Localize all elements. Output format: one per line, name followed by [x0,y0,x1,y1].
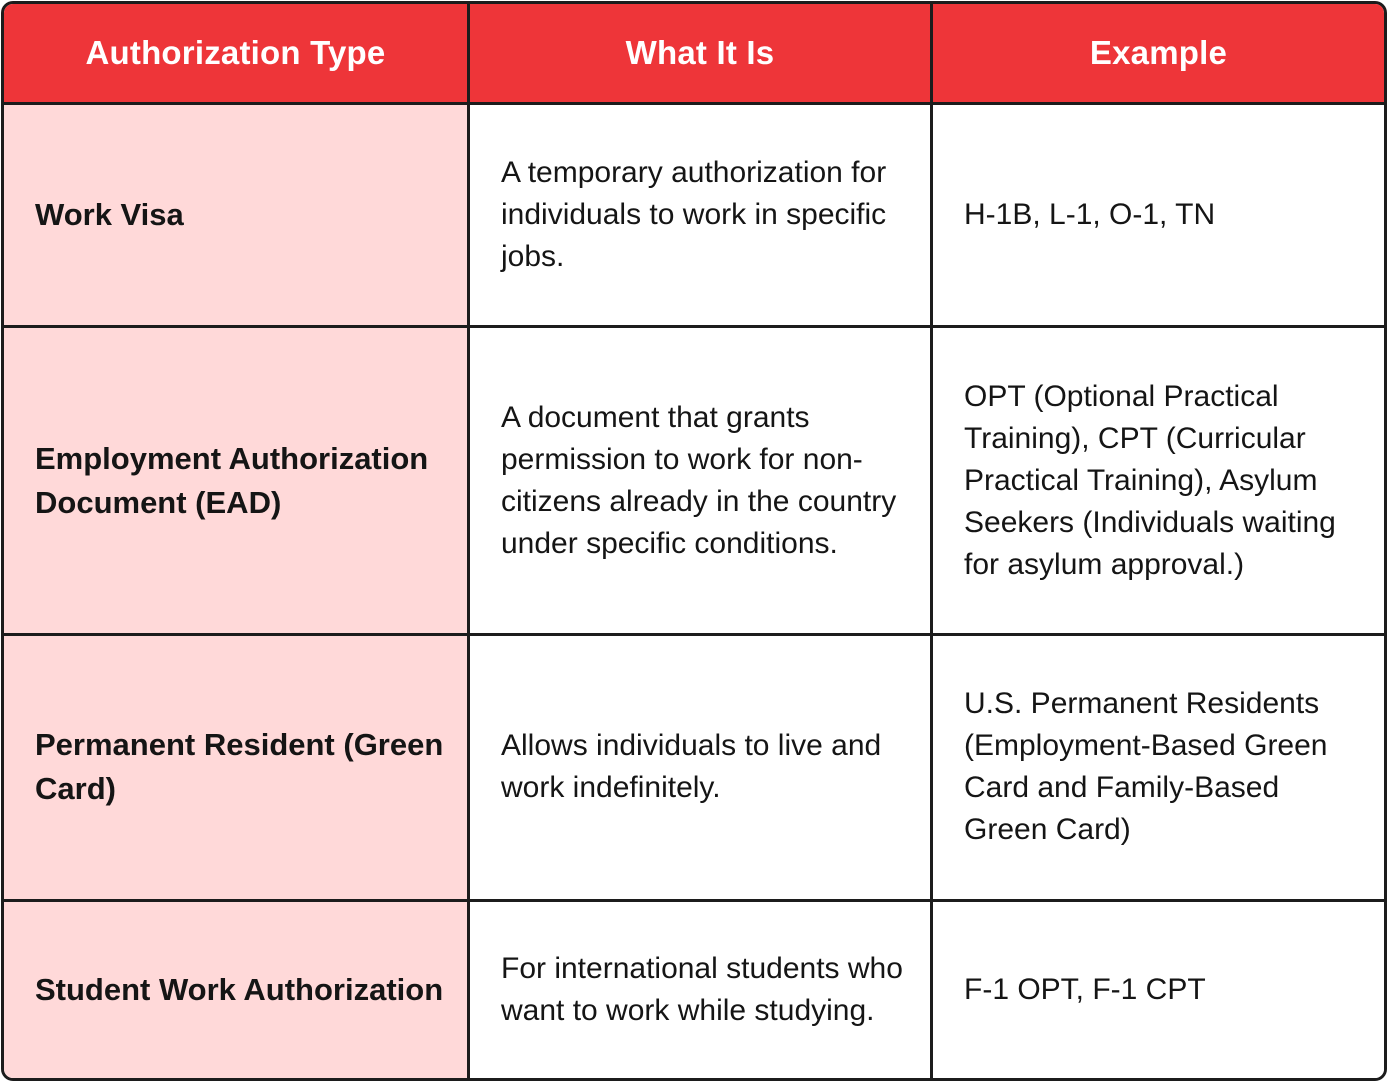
header-example: Example [930,4,1384,105]
cell-what-it-is: A document that grants permission to work for non-citizens already in the country under specific conditions. [467,328,930,636]
table-row [4,636,1384,902]
cell-what-it-is: Allows individuals to live and work indefinitely. [467,636,930,902]
table-row [4,328,1384,636]
cell-authorization-type: Employment Authorization Document (EAD) [4,328,467,636]
cell-what-it-is: For international students who want to work while studying. [467,902,930,1078]
cell-example: H-1B, L-1, O-1, TN [930,105,1384,328]
cell-authorization-type: Permanent Resident (Green Card) [4,636,467,902]
cell-example: U.S. Permanent Residents (Employment-Based Green Card and Family-Based Green Card) [930,636,1384,902]
cell-example: F-1 OPT, F-1 CPT [930,902,1384,1078]
cell-example: OPT (Optional Practical Training), CPT (Curricular Practical Training), Asylum Seekers (Individuals waiting for asylum approval.) [930,328,1384,636]
table-header-row [4,4,1384,105]
header-what-it-is: What It Is [467,4,930,105]
table-row [4,902,1384,1078]
header-authorization-type: Authorization Type [4,4,467,105]
authorization-table [1,1,1387,1081]
table-row [4,105,1384,328]
cell-authorization-type: Student Work Authorization [4,902,467,1078]
cell-authorization-type: Work Visa [4,105,467,328]
cell-what-it-is: A temporary authorization for individuals to work in specific jobs. [467,105,930,328]
